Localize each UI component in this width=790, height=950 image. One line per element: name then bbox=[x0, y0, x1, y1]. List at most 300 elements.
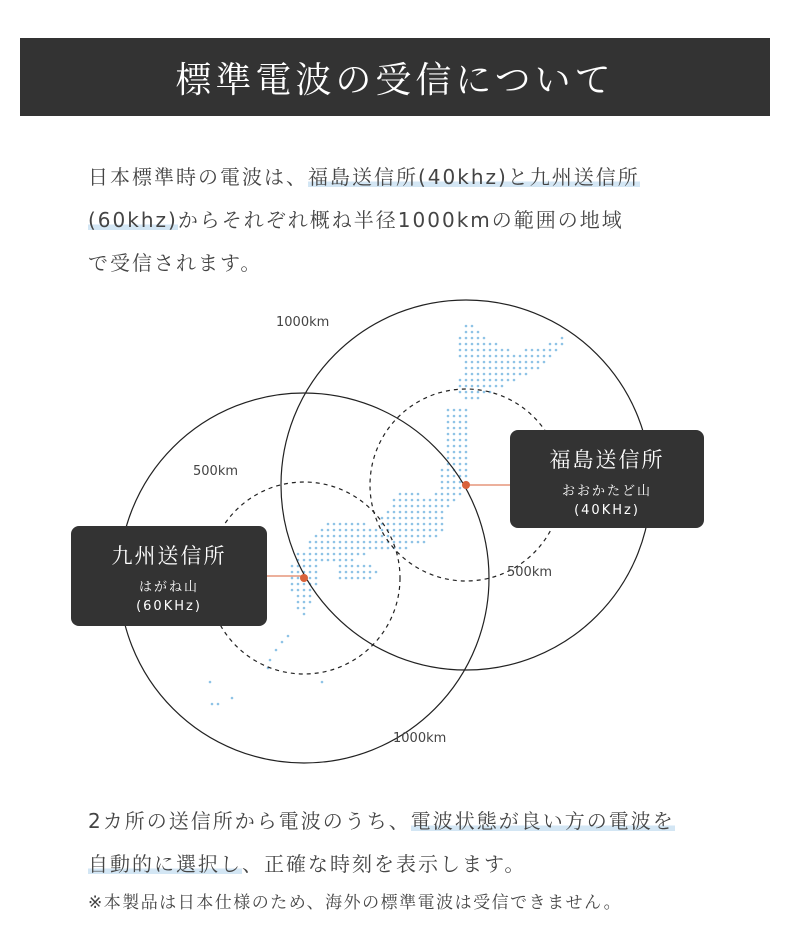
map-dot-356 bbox=[501, 367, 504, 370]
fukushima-500km-label: 500km bbox=[193, 464, 239, 479]
map-dot-109 bbox=[363, 547, 366, 550]
map-dot-405 bbox=[211, 703, 214, 706]
page-title: 標準電波の受信について bbox=[20, 38, 770, 116]
map-dot-146 bbox=[393, 541, 396, 544]
map-dot-195 bbox=[429, 505, 432, 508]
map-dot-152 bbox=[399, 517, 402, 520]
map-dot-388 bbox=[543, 349, 546, 352]
map-dot-318 bbox=[477, 355, 480, 358]
map-dot-384 bbox=[537, 349, 540, 352]
map-dot-239 bbox=[453, 421, 456, 424]
map-dot-49 bbox=[321, 547, 324, 550]
map-dot-393 bbox=[549, 355, 552, 358]
map-dot-234 bbox=[447, 493, 450, 496]
map-dot-114 bbox=[369, 529, 372, 532]
map-dot-154 bbox=[399, 529, 402, 532]
map-dot-43 bbox=[315, 571, 318, 574]
map-dot-314 bbox=[477, 331, 480, 334]
map-dot-59 bbox=[333, 523, 336, 526]
map-dot-74 bbox=[339, 571, 342, 574]
map-dot-67 bbox=[339, 529, 342, 532]
map-dot-70 bbox=[339, 547, 342, 550]
map-dot-298 bbox=[465, 469, 468, 472]
map-dot-82 bbox=[345, 559, 348, 562]
map-dot-372 bbox=[519, 361, 522, 364]
map-dot-83 bbox=[345, 565, 348, 568]
map-dot-116 bbox=[369, 541, 372, 544]
map-dot-277 bbox=[465, 337, 468, 340]
map-dot-92 bbox=[351, 559, 354, 562]
map-dot-257 bbox=[459, 379, 462, 382]
map-dot-242 bbox=[453, 439, 456, 442]
map-dot-136 bbox=[387, 535, 390, 538]
map-dot-35 bbox=[309, 595, 312, 598]
map-dot-268 bbox=[459, 457, 462, 460]
map-dot-386 bbox=[537, 361, 540, 364]
map-dot-192 bbox=[423, 535, 426, 538]
map-dot-89 bbox=[351, 541, 354, 544]
map-dot-81 bbox=[345, 553, 348, 556]
map-dot-383 bbox=[531, 367, 534, 370]
map-dot-205 bbox=[435, 517, 438, 520]
map-dot-188 bbox=[423, 511, 426, 514]
map-dot-222 bbox=[447, 421, 450, 424]
map-dot-306 bbox=[471, 355, 474, 358]
map-dot-343 bbox=[489, 385, 492, 388]
map-dot-286 bbox=[465, 391, 468, 394]
map-dot-85 bbox=[345, 577, 348, 580]
map-dot-52 bbox=[327, 523, 330, 526]
map-dot-282 bbox=[465, 367, 468, 370]
map-dot-243 bbox=[453, 445, 456, 448]
map-dot-111 bbox=[363, 565, 366, 568]
map-dot-20 bbox=[303, 583, 306, 586]
map-dot-226 bbox=[447, 445, 450, 448]
map-dot-198 bbox=[429, 523, 432, 526]
map-dot-315 bbox=[477, 337, 480, 340]
map-dot-51 bbox=[321, 559, 324, 562]
map-dot-401 bbox=[269, 659, 272, 662]
map-dot-253 bbox=[459, 337, 462, 340]
map-dot-31 bbox=[309, 571, 312, 574]
map-dot-129 bbox=[381, 535, 384, 538]
map-dot-359 bbox=[501, 385, 504, 388]
map-dot-305 bbox=[471, 349, 474, 352]
map-dot-157 bbox=[399, 547, 402, 550]
intro-line2-highlight: (60khz) bbox=[88, 208, 178, 232]
intro-line3: で受信されます。 bbox=[88, 251, 263, 275]
map-dot-320 bbox=[477, 367, 480, 370]
map-dot-47 bbox=[321, 535, 324, 538]
map-dot-250 bbox=[453, 487, 456, 490]
map-dot-208 bbox=[435, 535, 438, 538]
map-dot-161 bbox=[405, 511, 408, 514]
map-dot-362 bbox=[507, 361, 510, 364]
map-dot-230 bbox=[447, 469, 450, 472]
map-dot-327 bbox=[483, 343, 486, 346]
map-dot-346 bbox=[495, 349, 498, 352]
kyushu-500km-label: 500km bbox=[507, 565, 553, 580]
map-dot-190 bbox=[423, 523, 426, 526]
map-dot-56 bbox=[327, 547, 330, 550]
map-dot-332 bbox=[483, 373, 486, 376]
map-dot-128 bbox=[381, 529, 384, 532]
map-dot-219 bbox=[441, 529, 444, 532]
map-dot-57 bbox=[327, 553, 330, 556]
map-dot-382 bbox=[531, 361, 534, 364]
map-dot-290 bbox=[465, 421, 468, 424]
map-dot-374 bbox=[519, 373, 522, 376]
map-dot-364 bbox=[507, 373, 510, 376]
map-dot-335 bbox=[483, 391, 486, 394]
map-dot-232 bbox=[447, 481, 450, 484]
map-dot-375 bbox=[525, 349, 528, 352]
map-dot-348 bbox=[495, 361, 498, 364]
map-dot-143 bbox=[393, 523, 396, 526]
map-dot-308 bbox=[471, 367, 474, 370]
disclaimer-note: ※本製品は日本仕様のため、海外の標準電波は受信できません。 bbox=[88, 893, 623, 913]
map-dot-162 bbox=[405, 517, 408, 520]
map-dot-155 bbox=[399, 535, 402, 538]
map-dot-340 bbox=[489, 367, 492, 370]
map-dot-301 bbox=[471, 325, 474, 328]
map-dot-86 bbox=[351, 523, 354, 526]
map-dot-227 bbox=[447, 451, 450, 454]
outro-text bbox=[88, 800, 768, 886]
map-dot-17 bbox=[303, 565, 306, 568]
map-dot-330 bbox=[483, 361, 486, 364]
map-dot-99 bbox=[357, 541, 360, 544]
map-dot-25 bbox=[303, 613, 306, 616]
map-dot-62 bbox=[333, 541, 336, 544]
map-dot-170 bbox=[411, 505, 414, 508]
map-dot-178 bbox=[417, 499, 420, 502]
map-dot-1 bbox=[291, 571, 294, 574]
map-dot-294 bbox=[465, 445, 468, 448]
map-dot-246 bbox=[453, 463, 456, 466]
map-dot-61 bbox=[333, 535, 336, 538]
map-dot-267 bbox=[459, 451, 462, 454]
map-dot-55 bbox=[327, 541, 330, 544]
map-dot-316 bbox=[477, 343, 480, 346]
map-dot-108 bbox=[363, 541, 366, 544]
map-dot-105 bbox=[363, 523, 366, 526]
map-dot-228 bbox=[447, 457, 450, 460]
map-dot-12 bbox=[297, 595, 300, 598]
map-dot-145 bbox=[393, 535, 396, 538]
fukushima-1000km-label: 1000km bbox=[276, 315, 330, 330]
map-dot-63 bbox=[333, 547, 336, 550]
map-dot-304 bbox=[471, 343, 474, 346]
map-dot-91 bbox=[351, 553, 354, 556]
map-dot-296 bbox=[465, 457, 468, 460]
map-dot-231 bbox=[447, 475, 450, 478]
map-dot-225 bbox=[447, 439, 450, 442]
map-dot-264 bbox=[459, 433, 462, 436]
map-dot-23 bbox=[303, 601, 306, 604]
kyushu-station-name: 九州送信所 bbox=[111, 544, 227, 568]
map-dot-396 bbox=[561, 337, 564, 340]
map-dot-5 bbox=[297, 553, 300, 556]
outro-line2-highlight: 自動的に選択し bbox=[88, 852, 242, 876]
map-dot-326 bbox=[483, 337, 486, 340]
map-dot-309 bbox=[471, 373, 474, 376]
map-dot-311 bbox=[471, 385, 474, 388]
map-dot-206 bbox=[435, 523, 438, 526]
map-dot-404 bbox=[231, 697, 234, 700]
map-dot-158 bbox=[405, 493, 408, 496]
map-dot-113 bbox=[363, 577, 366, 580]
map-dot-202 bbox=[435, 499, 438, 502]
map-dot-69 bbox=[339, 541, 342, 544]
map-dot-331 bbox=[483, 367, 486, 370]
map-dot-278 bbox=[465, 343, 468, 346]
map-dot-131 bbox=[381, 547, 384, 550]
map-dot-40 bbox=[315, 553, 318, 556]
map-dot-361 bbox=[507, 355, 510, 358]
map-dot-355 bbox=[501, 361, 504, 364]
map-dot-132 bbox=[387, 511, 390, 514]
map-dot-54 bbox=[327, 535, 330, 538]
map-dot-281 bbox=[465, 361, 468, 364]
map-dot-334 bbox=[483, 385, 486, 388]
map-dot-321 bbox=[477, 373, 480, 376]
map-dot-273 bbox=[459, 487, 462, 490]
map-dot-391 bbox=[549, 343, 552, 346]
map-dot-403 bbox=[209, 681, 212, 684]
map-dot-276 bbox=[465, 331, 468, 334]
map-dot-29 bbox=[309, 559, 312, 562]
map-dot-255 bbox=[459, 349, 462, 352]
map-dot-302 bbox=[471, 331, 474, 334]
map-dot-385 bbox=[537, 355, 540, 358]
map-dot-101 bbox=[357, 553, 360, 556]
map-dot-235 bbox=[447, 499, 450, 502]
map-dot-406 bbox=[217, 703, 220, 706]
kyushu-station-label bbox=[71, 526, 267, 626]
map-dot-58 bbox=[327, 559, 330, 562]
map-dot-380 bbox=[531, 349, 534, 352]
map-dot-24 bbox=[303, 607, 306, 610]
map-dot-98 bbox=[357, 535, 360, 538]
map-dot-194 bbox=[429, 499, 432, 502]
map-dot-345 bbox=[495, 343, 498, 346]
map-dot-215 bbox=[441, 505, 444, 508]
map-dot-60 bbox=[333, 529, 336, 532]
map-dot-107 bbox=[363, 535, 366, 538]
map-dot-79 bbox=[345, 541, 348, 544]
kyushu-1000km-label: 1000km bbox=[393, 731, 447, 746]
map-dot-350 bbox=[495, 373, 498, 376]
map-dot-90 bbox=[351, 547, 354, 550]
map-dot-249 bbox=[453, 481, 456, 484]
map-dot-381 bbox=[531, 355, 534, 358]
map-dot-15 bbox=[303, 553, 306, 556]
map-dot-120 bbox=[369, 577, 372, 580]
map-dot-337 bbox=[489, 349, 492, 352]
map-dot-65 bbox=[333, 559, 336, 562]
map-dot-275 bbox=[465, 325, 468, 328]
map-dot-118 bbox=[369, 565, 372, 568]
map-dot-196 bbox=[429, 511, 432, 514]
map-dot-0 bbox=[291, 565, 294, 568]
map-dot-71 bbox=[339, 553, 342, 556]
map-dot-45 bbox=[315, 583, 318, 586]
map-dot-10 bbox=[297, 583, 300, 586]
map-dot-119 bbox=[369, 571, 372, 574]
intro-line1-plain: 日本標準時の電波は、 bbox=[88, 165, 308, 189]
map-dot-167 bbox=[405, 547, 408, 550]
map-dot-211 bbox=[441, 481, 444, 484]
map-dot-260 bbox=[459, 409, 462, 412]
map-dot-13 bbox=[297, 601, 300, 604]
map-dot-280 bbox=[465, 355, 468, 358]
map-dot-140 bbox=[393, 505, 396, 508]
map-dot-30 bbox=[309, 565, 312, 568]
map-dot-84 bbox=[345, 571, 348, 574]
map-dot-93 bbox=[351, 565, 354, 568]
map-dot-180 bbox=[417, 511, 420, 514]
map-dot-144 bbox=[393, 529, 396, 532]
map-dot-279 bbox=[465, 349, 468, 352]
map-dot-182 bbox=[417, 523, 420, 526]
map-dot-176 bbox=[411, 541, 414, 544]
map-dot-130 bbox=[381, 541, 384, 544]
map-dot-121 bbox=[375, 529, 378, 532]
map-dot-347 bbox=[495, 355, 498, 358]
map-dot-233 bbox=[447, 487, 450, 490]
map-dot-369 bbox=[513, 373, 516, 376]
map-dot-175 bbox=[411, 535, 414, 538]
map-dot-207 bbox=[435, 529, 438, 532]
map-dot-363 bbox=[507, 367, 510, 370]
map-dot-95 bbox=[351, 577, 354, 580]
map-dot-22 bbox=[303, 595, 306, 598]
map-dot-400 bbox=[275, 649, 278, 652]
map-dot-392 bbox=[549, 349, 552, 352]
map-dot-201 bbox=[435, 493, 438, 496]
map-dot-142 bbox=[393, 517, 396, 520]
map-dot-148 bbox=[399, 493, 402, 496]
map-dot-377 bbox=[525, 361, 528, 364]
map-dot-179 bbox=[417, 505, 420, 508]
map-dot-319 bbox=[477, 361, 480, 364]
map-dot-42 bbox=[315, 565, 318, 568]
map-dot-237 bbox=[453, 409, 456, 412]
map-dot-97 bbox=[357, 529, 360, 532]
map-dot-248 bbox=[453, 475, 456, 478]
map-dot-149 bbox=[399, 499, 402, 502]
outro-line2-plain: 、正確な時刻を表示します。 bbox=[242, 852, 527, 876]
map-dot-370 bbox=[513, 379, 516, 382]
fukushima-marker bbox=[462, 481, 470, 489]
map-dot-407 bbox=[321, 681, 324, 684]
map-dot-203 bbox=[435, 505, 438, 508]
map-dot-44 bbox=[315, 577, 318, 580]
map-dot-199 bbox=[429, 529, 432, 532]
map-dot-376 bbox=[525, 355, 528, 358]
map-dot-360 bbox=[507, 349, 510, 352]
map-dot-265 bbox=[459, 439, 462, 442]
intro-line1-highlight: 福島送信所(40khz)と九州送信所 bbox=[308, 165, 640, 189]
map-dot-125 bbox=[375, 571, 378, 574]
intro-line2-plain: からそれぞれ概ね半径1000kmの範囲の地域 bbox=[177, 208, 624, 232]
map-dot-365 bbox=[507, 379, 510, 382]
map-dot-163 bbox=[405, 523, 408, 526]
map-dot-96 bbox=[357, 523, 360, 526]
kyushu-marker bbox=[300, 574, 308, 582]
map-dot-367 bbox=[513, 361, 516, 364]
map-dot-122 bbox=[375, 535, 378, 538]
map-dot-397 bbox=[561, 343, 564, 346]
map-dot-26 bbox=[309, 541, 312, 544]
map-dot-213 bbox=[441, 493, 444, 496]
map-dot-329 bbox=[483, 355, 486, 358]
map-dot-263 bbox=[459, 427, 462, 430]
map-dot-322 bbox=[477, 379, 480, 382]
map-dot-46 bbox=[321, 529, 324, 532]
map-dot-341 bbox=[489, 373, 492, 376]
map-dot-103 bbox=[357, 571, 360, 574]
map-dot-325 bbox=[477, 397, 480, 400]
map-dot-64 bbox=[333, 553, 336, 556]
map-dot-283 bbox=[465, 373, 468, 376]
map-dot-354 bbox=[501, 355, 504, 358]
kyushu-station-mountain: はがね山 bbox=[138, 580, 199, 595]
map-dot-351 bbox=[495, 379, 498, 382]
map-dot-352 bbox=[495, 385, 498, 388]
map-dot-171 bbox=[411, 511, 414, 514]
map-dot-2 bbox=[291, 577, 294, 580]
map-dot-11 bbox=[297, 589, 300, 592]
map-dot-75 bbox=[339, 577, 342, 580]
map-dot-259 bbox=[459, 391, 462, 394]
map-dot-181 bbox=[417, 517, 420, 520]
map-dot-317 bbox=[477, 349, 480, 352]
map-dot-238 bbox=[453, 415, 456, 418]
map-dot-256 bbox=[459, 355, 462, 358]
map-dot-133 bbox=[387, 517, 390, 520]
fukushima-station-label bbox=[510, 430, 704, 528]
map-dot-50 bbox=[321, 553, 324, 556]
map-dot-102 bbox=[357, 565, 360, 568]
map-dot-297 bbox=[465, 463, 468, 466]
map-dot-349 bbox=[495, 367, 498, 370]
map-dot-115 bbox=[369, 535, 372, 538]
kyushu-station-freq: (60KHz) bbox=[136, 599, 202, 614]
map-dot-172 bbox=[411, 517, 414, 520]
map-dot-78 bbox=[345, 535, 348, 538]
map-dot-4 bbox=[291, 589, 294, 592]
map-dot-358 bbox=[501, 379, 504, 382]
map-dot-336 bbox=[489, 343, 492, 346]
map-dot-159 bbox=[405, 499, 408, 502]
map-dot-28 bbox=[309, 553, 312, 556]
map-dot-106 bbox=[363, 529, 366, 532]
map-dot-200 bbox=[429, 535, 432, 538]
map-dot-72 bbox=[339, 559, 342, 562]
map-dot-312 bbox=[471, 391, 474, 394]
map-dot-110 bbox=[363, 553, 366, 556]
map-dot-210 bbox=[441, 475, 444, 478]
map-dot-292 bbox=[465, 433, 468, 436]
map-dot-187 bbox=[423, 505, 426, 508]
map-dot-241 bbox=[453, 433, 456, 436]
map-dot-269 bbox=[459, 463, 462, 466]
map-dot-41 bbox=[315, 559, 318, 562]
map-dot-303 bbox=[471, 337, 474, 340]
fukushima-station-freq: (40KHz) bbox=[574, 503, 640, 518]
